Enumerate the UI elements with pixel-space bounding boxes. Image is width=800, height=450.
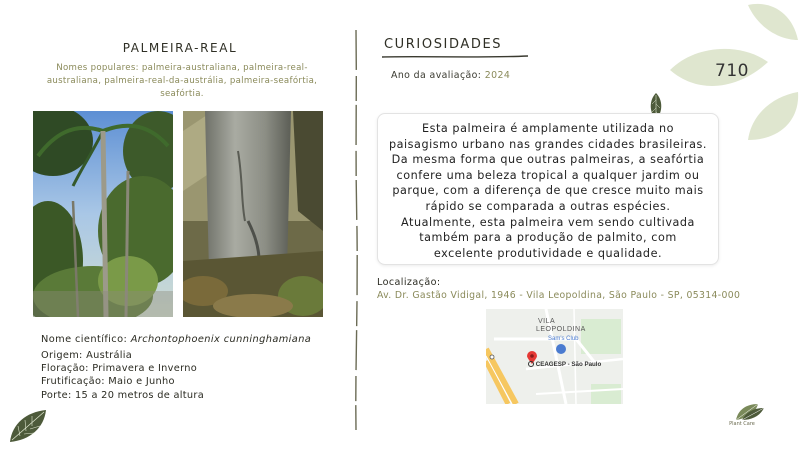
location-address: Av. Dr. Gastão Vidigal, 1946 - Vila Leopoldina, São Paulo - SP, 05314-000 — [377, 290, 741, 301]
scientific-name-label: Nome científico: — [41, 334, 128, 345]
description-text: Esta palmeira é amplamente utilizada no paisagismo urbano nas grandes cidades brasileiras. Da mesma forma que outras palmeiras, a seafórtia confere uma beleza tropical a qualquer jardim ou parque, com a diferença de que cresce muito mais rápido se comparada a outras espécies. Atualmente, esta palmeira vem sendo cultivada também para a produção de palmito, com excelente produtividade e qualidade. — [388, 122, 708, 260]
leaf-decoration-bottom-left — [6, 404, 50, 446]
map-poi-icon — [556, 344, 566, 354]
card-number: 710 — [715, 61, 749, 81]
spec-origin: Origem: Austrália — [41, 350, 133, 361]
palm-trunk-photo — [183, 111, 323, 317]
title-underline — [380, 54, 530, 60]
popular-names: Nomes populares: palmeira-australiana, palmeira-real-australiana, palmeira-real-da-austrália, palmeira-seafórtia, seafórtia. — [46, 63, 318, 99]
species-specs — [41, 349, 204, 402]
evaluation-year-value: 2024 — [484, 70, 511, 81]
curiosities-title: CURIOSIDADES — [384, 37, 503, 52]
palm-canopy-photo — [33, 111, 173, 317]
spec-flowering: Floração: Primavera e Inverno — [41, 363, 198, 375]
scientific-name: Archontophoenix cunninghamiana — [130, 334, 312, 345]
brand-name: Plant Care — [729, 421, 755, 427]
location-label: Localização: — [377, 277, 441, 288]
species-title: PALMEIRA-REAL — [122, 41, 238, 55]
map-poi-label: Sam's Club — [548, 336, 579, 342]
scientific-name-row — [41, 334, 311, 345]
map-district-label: VILA LEOPOLDINA — [536, 318, 586, 333]
location-map[interactable] — [486, 309, 623, 404]
map-pin-label: CEAGESP - São Paulo — [528, 361, 601, 368]
column-divider — [350, 30, 362, 430]
plant-care-logo — [732, 400, 766, 422]
spec-size: Porte: 15 a 20 metros de altura — [41, 389, 205, 401]
map-target-icon — [528, 361, 534, 367]
spec-fruiting: Frutificação: Maio e Junho — [41, 376, 175, 388]
evaluation-year: Ano da avaliação: 2024 — [391, 70, 511, 81]
description-box — [377, 113, 719, 265]
